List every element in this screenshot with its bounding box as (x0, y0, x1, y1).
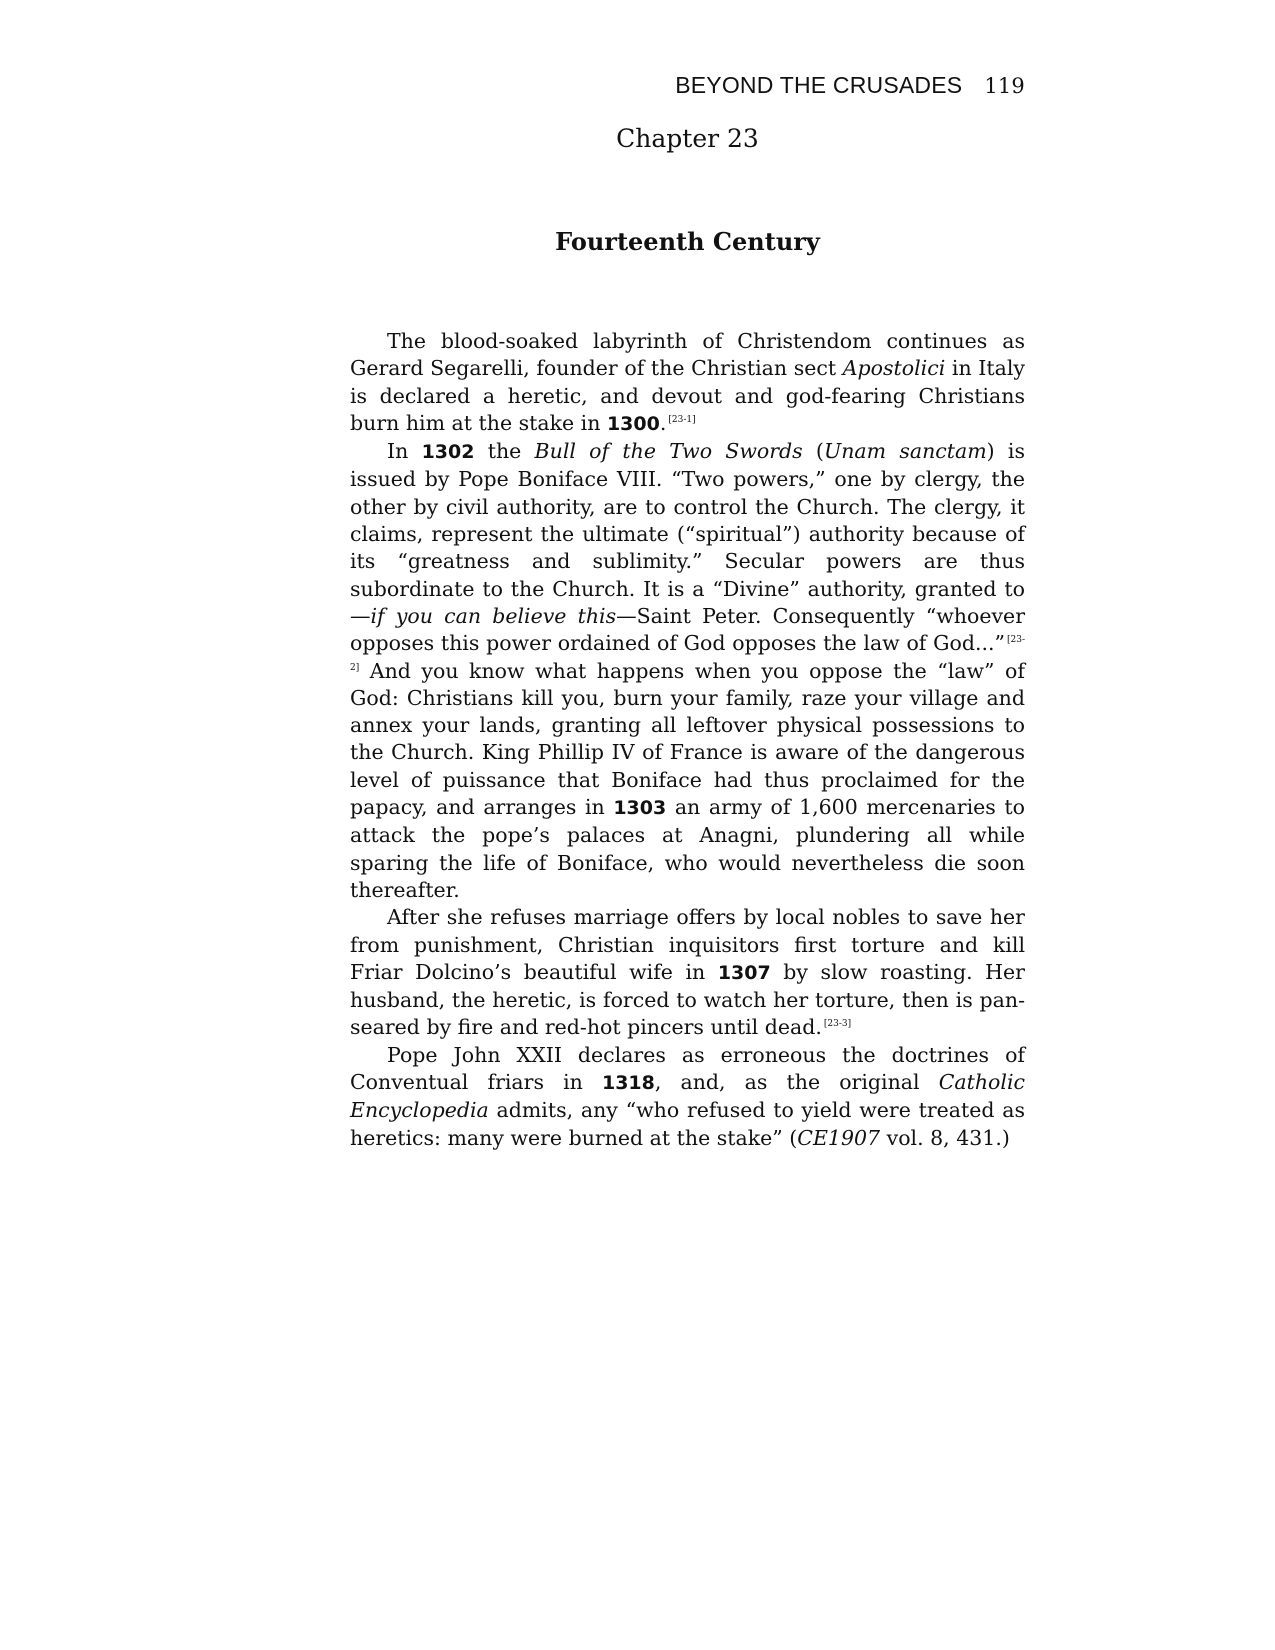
italic-text: Apostolici (842, 356, 946, 381)
paragraph (350, 1042, 1025, 1152)
running-head (675, 72, 1025, 99)
text-run: in Italy is declared a heretic, and devout and god-fearing Christians burn him at the stake in (350, 356, 1025, 435)
year-highlight: 1307 (717, 961, 771, 984)
text-run: Pope John XXII declares as erroneous the doctrines of Conventual friars in (350, 1042, 1025, 1095)
text-run: an army of 1,600 mercenaries to attack the pope’s palaces at Anagni, plundering all while sparing the life of Boniface, who would nevertheless die soon thereafter. (350, 795, 1025, 902)
footnote-ref: [23-2] (350, 635, 1025, 673)
body-text (350, 328, 1025, 1152)
chapter-title: Fourteenth Century (555, 227, 820, 256)
italic-text: CE1907 (797, 1125, 881, 1150)
text-run: In (387, 439, 422, 464)
paragraph (350, 328, 1025, 438)
text-run: by slow roasting. Her husband, the heretic, is forced to watch her torture, then is pan-seared by fire and red-hot pincers until dead. (350, 959, 1025, 1040)
year-highlight: 1318 (601, 1072, 655, 1095)
text-run: And you know what happens when you oppose the “law” of God: Christians kill you, burn your family, raze your village and annex your lands, granting all leftover physical possessions to the Church. King Phillip IV of France is aware of the dangerous level of puissance that Boniface had thus proclaimed for the papacy, and arranges in (350, 658, 1025, 820)
text-run: The blood-soaked labyrinth of Christendom continues as Gerard Segarelli, founder of the Christian sect (350, 329, 1025, 381)
year-highlight: 1303 (613, 797, 667, 820)
italic-text: Bull of the Two Swords (534, 439, 803, 464)
year-highlight: 1300 (606, 412, 660, 435)
text-run: After she refuses marriage offers by local nobles to save her from punishment, Christian inquisitors first torture and kill Friar Dolcino’s beautiful wife in (350, 905, 1025, 984)
paragraph (350, 904, 1025, 1041)
text-run: , and, as the original (654, 1070, 939, 1095)
running-title: BEYOND THE CRUSADES (675, 72, 963, 98)
text-run: ( (802, 439, 824, 464)
text-run: the (474, 439, 535, 464)
text-run: admits, any “who refused to yield were treated as heretics: many were burned at the stake” ( (350, 1098, 1025, 1150)
text-run: vol. 8, 431.) (880, 1125, 1010, 1150)
italic-text: Unam sanctam (823, 439, 987, 464)
italic-text: if you can believe this (370, 603, 617, 628)
footnote-ref: [23-3] (823, 1019, 852, 1030)
text-run: ) is issued by Pope Boniface VIII. “Two powers,” one by clergy, the other by civil authority, are to control the Church. The clergy, it claims, represent the ultimate (“spiritual”) authority because of its “greatness and sublimity.” Secular powers are thus subordinate to the Church. It is a “Divine” authority, granted to— (350, 439, 1026, 628)
year-highlight: 1302 (421, 441, 475, 464)
text-run: . (659, 410, 667, 435)
italic-text: Catholic Encyclopedia (350, 1070, 1025, 1123)
chapter-label: Chapter 23 (616, 124, 759, 153)
paragraph (350, 438, 1025, 904)
footnote-ref: [23-1] (668, 414, 696, 425)
text-run: —Saint Peter. Consequently “whoever opposes this power ordained of God opposes the law of God...” (350, 603, 1025, 656)
page-number: 119 (984, 74, 1025, 98)
